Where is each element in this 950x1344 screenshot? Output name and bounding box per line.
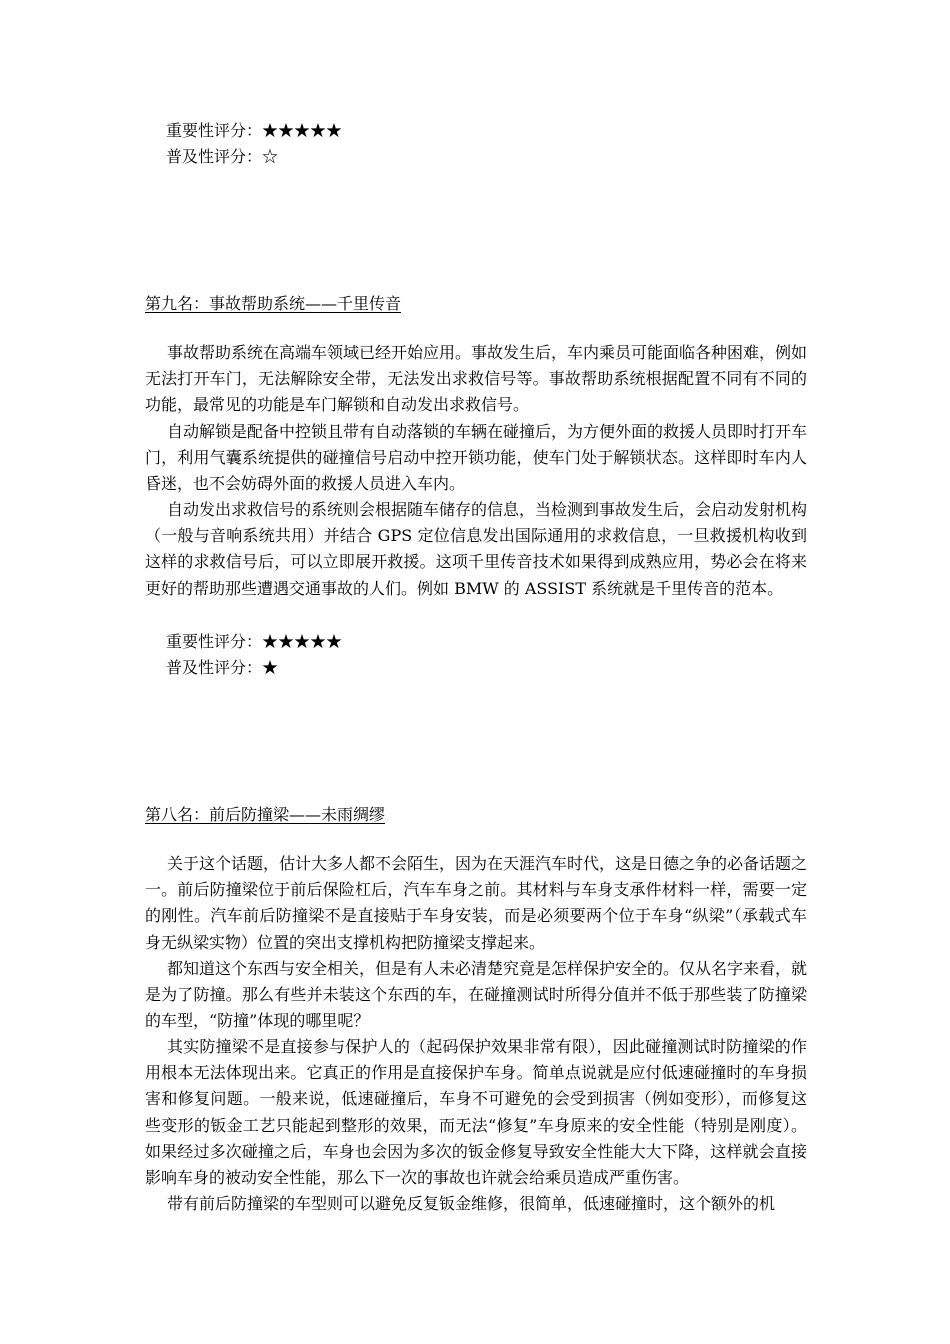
section-9-heading: 第九名：事故帮助系统——千里传音 [145,294,402,313]
section-8-paragraph-3: 其实防撞梁不是直接参与保护人的（起码保护效果非常有限），因此碰撞测试时防撞梁的作用根本无法体现出来。它真正的作用是直接保护车身。简单点说就是应付低速碰撞时的车身损害和修复问题。一般来说，低速碰撞后，车身不可避免的会受到损害（例如变形），而修复这些变形的钣金工艺只能起到整形的效果，而无法“修复”车身原来的安全性能（特别是刚度）。如果经过多次碰撞之后，车身也会因为多次的钣金修复导致安全性能大大下降，这样就会直接影响车身的被动安全性能，那么下一次的事故也许就会给乘员造成严重伤害。 [145,1037,807,1188]
rating-popularity-1: 普及性评分：☆ [166,147,279,166]
section-8-paragraph-2: 都知道这个东西与安全相关，但是有人未必清楚究竟是怎样保护安全的。仅从名字来看，就是为了防撞。那么有些并未装这个东西的车，在碰撞测试时所得分值并不低于那些装了防撞梁的车型，“防撞”体现的哪里呢？ [145,959,808,1031]
section-9-paragraph-1: 事故帮助系统在高端车领域已经开始应用。事故发生后，车内乘员可能面临各种困难，例如无法打开车门，无法解除安全带，无法发出求救信号等。事故帮助系统根据配置不同有不同的功能，最常见的功能是车门解锁和自动发出求救信号。 [145,343,808,415]
section-9-paragraph-2: 自动解锁是配备中控锁且带有自动落锁的车辆在碰撞后，为方便外面的救援人员即时打开车门，利用气囊系统提供的碰撞信号启动中控开锁功能，使车门处于解锁状态。这样即时车内人昏迷，也不会妨碍外面的救援人员进入车内。 [145,422,808,494]
section-8-paragraph-4: 带有前后防撞梁的车型则可以避免反复钣金维修，很简单，低速碰撞时，这个额外的机 [167,1194,776,1213]
section-9-paragraph-3: 自动发出求救信号的系统则会根据随车储存的信息，当检测到事故发生后，会启动发射机构（一般与音响系统共用）并结合 GPS 定位信息发出国际通用的求救信息，一旦救援机构收到这样的求救信号后，可以立即展开救援。这项千里传音技术如果得到成熟应用，势必会在将来更好的帮助那些遭遇交通事故的人们。例如 BMW 的 ASSIST 系统就是千里传音的范本。 [145,500,808,598]
section-8-paragraph-1: 关于这个话题，估计大多人都不会陌生，因为在天涯汽车时代，这是日德之争的必备话题之一。前后防撞梁位于前后保险杠后，汽车车身之前。其材料与车身支承件材料一样，需要一定的刚性。汽车前后防撞梁不是直接贴于车身安装，而是必须要两个位于车身“纵梁”（承载式车身无纵梁实物）位置的突出支撑机构把防撞梁支撑起来。 [145,854,808,952]
rating-importance-1: 重要性评分：★★★★★ [166,121,343,140]
rating-importance-9: 重要性评分：★★★★★ [166,632,343,651]
rating-popularity-9: 普及性评分：★ [166,658,279,677]
section-8-heading: 第八名：前后防撞梁——未雨绸缪 [145,805,386,824]
